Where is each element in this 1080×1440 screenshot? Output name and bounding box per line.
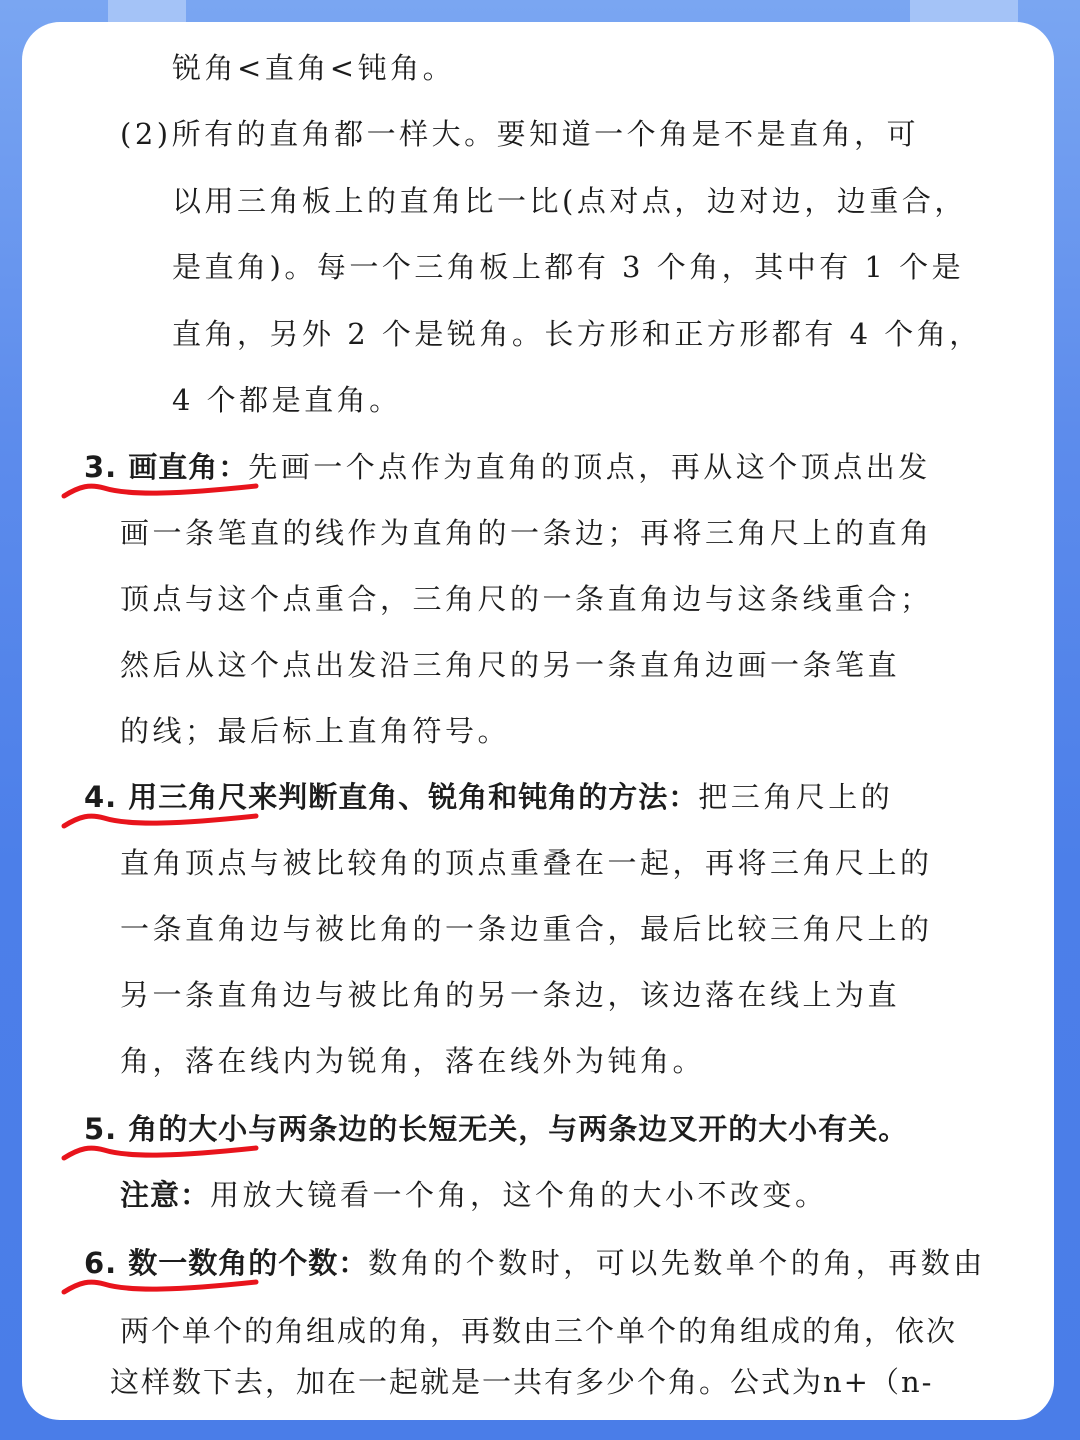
item-5-note-line [120,1175,828,1215]
red-underline [60,474,260,502]
note-text: 用放大镜看一个角，这个角的大小不改变。 [210,1178,828,1212]
note-label: 注意： [120,1178,211,1212]
item-5-heading: 5. 角的大小与两条边的长短无关，与两条边叉开的大小有关。 [84,1112,909,1146]
text-line: 4 个都是直角。 [172,383,402,417]
item-3-heading: 3. 画直角： [84,450,249,484]
item-4-heading: 4. 用三角尺来判断直角、锐角和钝角的方法： [84,780,699,814]
top-tab-left [108,0,186,22]
text-line: 的线；最后标上直角符号。 [120,714,511,748]
red-underline [60,1270,260,1298]
text-line: (2)所有的直角都一样大。要知道一个角是不是直角，可 [120,117,920,151]
text-line: 锐角<直角<钝角。 [172,51,456,85]
top-tab-right [910,0,1018,22]
text-line: 顶点与这个点重合，三角尺的一条直角边与这条线重合； [120,582,933,616]
text-line: 画一条笔直的线作为直角的一条边；再将三角尺上的直角 [120,516,933,550]
red-underline [60,804,260,832]
item-3-text: 先画一个点作为直角的顶点，再从这个顶点出发 [248,450,931,484]
text-line: 是直角)。每一个三角板上都有 3 个角，其中有 1 个是 [172,250,965,284]
text-line: 直角顶点与被比较角的顶点重叠在一起，再将三角尺上的 [120,846,933,880]
item-4-text: 把三角尺上的 [698,780,894,814]
text-line: 两个单个的角组成的角，再数由三个单个的角组成的角，依次 [120,1314,958,1348]
text-line: 然后从这个点出发沿三角尺的另一条直角边画一条笔直 [120,648,901,682]
text-line: 角，落在线内为锐角，落在线外为钝角。 [120,1044,706,1078]
text-line: 另一条直角边与被比角的另一条边，该边落在线上为直 [120,978,901,1012]
text-line: 直角，另外 2 个是锐角。长方形和正方形都有 4 个角， [172,317,982,351]
page-card [22,22,1054,1420]
item-6-text: 数角的个数时，可以先数单个的角，再数由 [368,1246,986,1280]
text-line: 以用三角板上的直角比一比(点对点，边对边，边重合， [172,184,967,218]
text-line: 这样数下去，加在一起就是一共有多少个角。公式为n+（n- [110,1365,934,1399]
text-line: 一条直角边与被比角的一条边重合，最后比较三角尺上的 [120,912,933,946]
item-6-heading: 6. 数一数角的个数： [84,1246,369,1280]
red-underline [60,1136,260,1164]
